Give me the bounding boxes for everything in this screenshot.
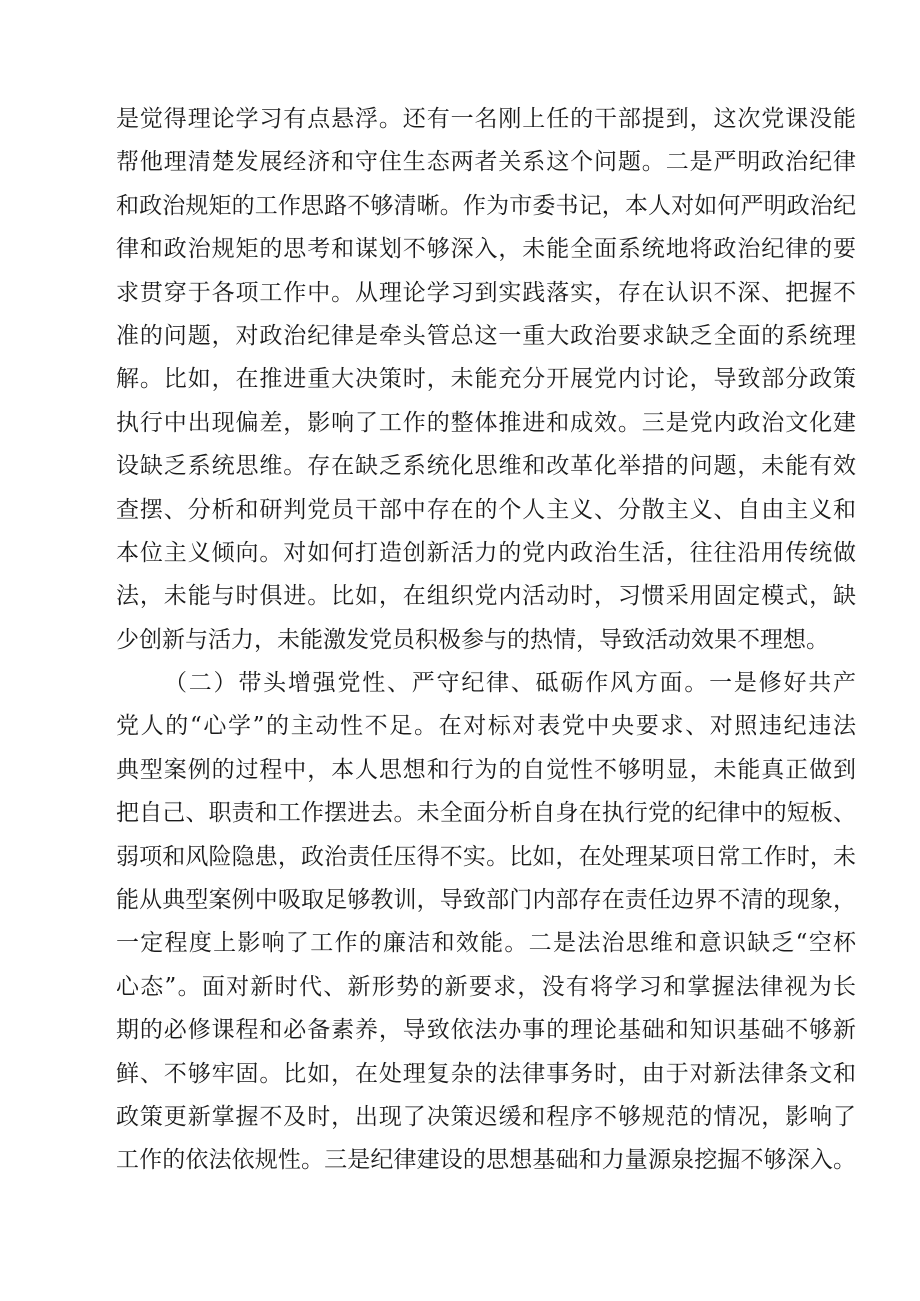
body-text: [116, 98, 856, 1183]
text-line: 鲜、不够牢固。比如，在处理复杂的法律事务时，由于对新法律条文和: [116, 1060, 856, 1087]
text-line: 查摆、分析和研判党员干部中存在的个人主义、分散主义、自由主义和: [116, 496, 856, 523]
text-line: 一定程度上影响了工作的廉洁和效能。二是法治思维和意识缺乏“空杯: [116, 930, 856, 957]
text-line: 心态”。面对新时代、新形势的新要求，没有将学习和掌握法律视为长: [116, 973, 856, 1000]
text-line: 少创新与活力，未能激发党员积极参与的热情，导致活动效果不理想。: [116, 626, 829, 653]
text-line: 和政治规矩的工作思路不够清晰。作为市委书记，本人对如何严明政治纪: [116, 192, 856, 219]
text-line: 本位主义倾向。对如何打造创新活力的党内政治生活，往往沿用传统做: [116, 539, 856, 566]
text-line: 帮他理清楚发展经济和守住生态两者关系这个问题。二是严明政治纪律: [116, 149, 856, 176]
text-line: 把自己、职责和工作摆进去。未全面分析自身在执行党的纪律中的短板、: [116, 800, 856, 827]
text-line: 设缺乏系统思维。存在缺乏系统化思维和改革化举措的问题，未能有效: [116, 453, 856, 480]
text-line: 是觉得理论学习有点悬浮。还有一名刚上任的干部提到，这次党课没能: [116, 106, 856, 132]
text-line: 解。比如，在推进重大决策时，未能充分开展党内讨论，导致部分政策: [116, 366, 856, 393]
text-line: 能从典型案例中吸取足够教训，导致部门内部存在责任边界不清的现象，: [116, 887, 856, 914]
text-line: 弱项和风险隐患，政治责任压得不实。比如，在处理某项日常工作时，未: [116, 843, 856, 870]
text-line: 工作的依法依规性。三是纪律建设的思想基础和力量源泉挖掘不够深入。: [116, 1147, 856, 1174]
text-line: 律和政治规矩的思考和谋划不够深入，未能全面系统地将政治纪律的要: [116, 236, 856, 263]
text-line: （二）带头增强党性、严守纪律、砥砺作风方面。一是修好共产: [164, 670, 856, 697]
text-line: 政策更新掌握不及时，出现了决策迟缓和程序不够规范的情况，影响了: [116, 1103, 856, 1130]
text-line: 求贯穿于各项工作中。从理论学习到实践落实，存在认识不深、把握不: [116, 279, 856, 306]
text-line: 党人的“心学”的主动性不足。在对标对表党中央要求、对照违纪违法: [116, 713, 856, 740]
text-line: 典型案例的过程中，本人思想和行为的自觉性不够明显，未能真正做到: [116, 756, 856, 783]
text-line: 执行中出现偏差，影响了工作的整体推进和成效。三是党内政治文化建: [116, 409, 856, 436]
text-line: 准的问题，对政治纪律是牵头管总这一重大政治要求缺乏全面的系统理: [116, 322, 856, 349]
text-line: 期的必修课程和必备素养，导致依法办事的理论基础和知识基础不够新: [116, 1017, 856, 1044]
text-line: 法，未能与时俱进。比如，在组织党内活动时，习惯采用固定模式，缺: [116, 583, 856, 610]
